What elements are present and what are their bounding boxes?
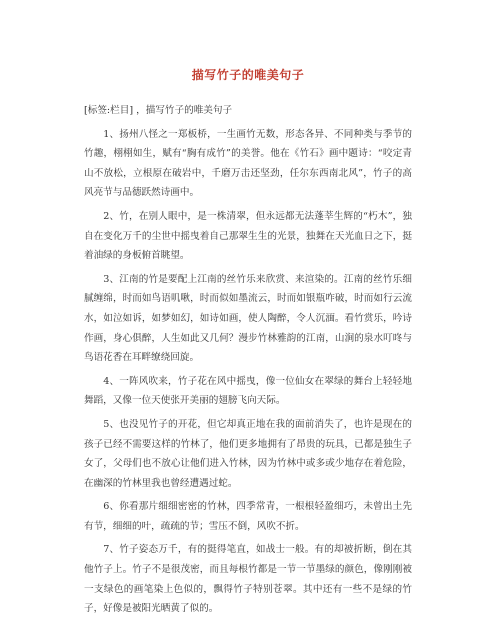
document-body	[84, 101, 412, 623]
tagline: [标签:栏目] ，描写竹子的唯美句子	[84, 105, 233, 116]
paragraph-1: 1、扬州八怪之一郑板桥，一生画竹无数，形态各异、不同种类与季节的竹趣，栩栩如生，赋有“胸有成竹”的美誉。他在《竹石》画中题诗：“咬定青山不放松，立根原在破岩中，千磨万击还坚劲，任尔东西南北风”，竹子的高风亮节与品德跃然诗画中。	[84, 128, 412, 199]
document-title: 描写竹子的唯美句子	[191, 68, 305, 82]
paragraph-6: 6、你看那片细细密密的竹林，四季常青，一根根轻盈细巧，未曾出土先有节，细细的叶，疏疏的节；雪压不倒，风吹不折。	[84, 501, 412, 532]
paragraph-4: 4、一阵风吹来，竹子花在风中摇曳，像一位仙女在翠绿的舞台上轻轻地舞蹈，又像一位天使张开美丽的翅膀飞向天际。	[84, 375, 412, 407]
paragraph-5: 5、也没见竹子的开花，但它却真正地在我的面前消失了，也许是现在的孩子已经不需要这样的竹林了，他们更多地拥有了昂贵的玩具，已都是独生子女了，父母们也不放心让他们进入竹林，因为竹林中或多或少地存在着危险，在幽深的竹林里我也曾经遭遇过蛇。	[84, 418, 412, 489]
paragraph-3: 3、江南的竹是要配上江南的丝竹乐来欣赏、来渲染的。江南的丝竹乐细腻缠绵，时而如鸟语叽啾，时而似如墨流云，时而如银瓶咋破，时而如行云流水，如泣如诉，如梦如幻，如诗如画，使人陶醉，令人沉湎。看竹赏乐，吟诗作画，身心俱醉，人生如此又几何？漫步竹林雅韵的江南，山涧的泉水叮咚与鸟语花香在耳畔缭绕回旋。	[84, 273, 412, 364]
paragraph-7: 7、竹子姿态万千，有的挺得笔直，如战士一般。有的却被折断，倒在其他竹子上。竹子不是很茂密，而且每根竹都是一节一节墨绿的颜色，像刚刚被一支绿色的画笔染上色似的，飘得竹子特别苍翠。其中还有一些不是绿的竹子，好像是被阳光晒黄了似的。	[84, 544, 412, 615]
paragraph-2: 2、竹，在别人眼中，是一株清翠，但永远都无法蓬莘生辉的“朽木”，独自在变化万千的尘世中摇曳着自己那翠生生的光景，独舞在天光血日之下，挺着油绿的身板俯首眺望。	[84, 210, 412, 262]
